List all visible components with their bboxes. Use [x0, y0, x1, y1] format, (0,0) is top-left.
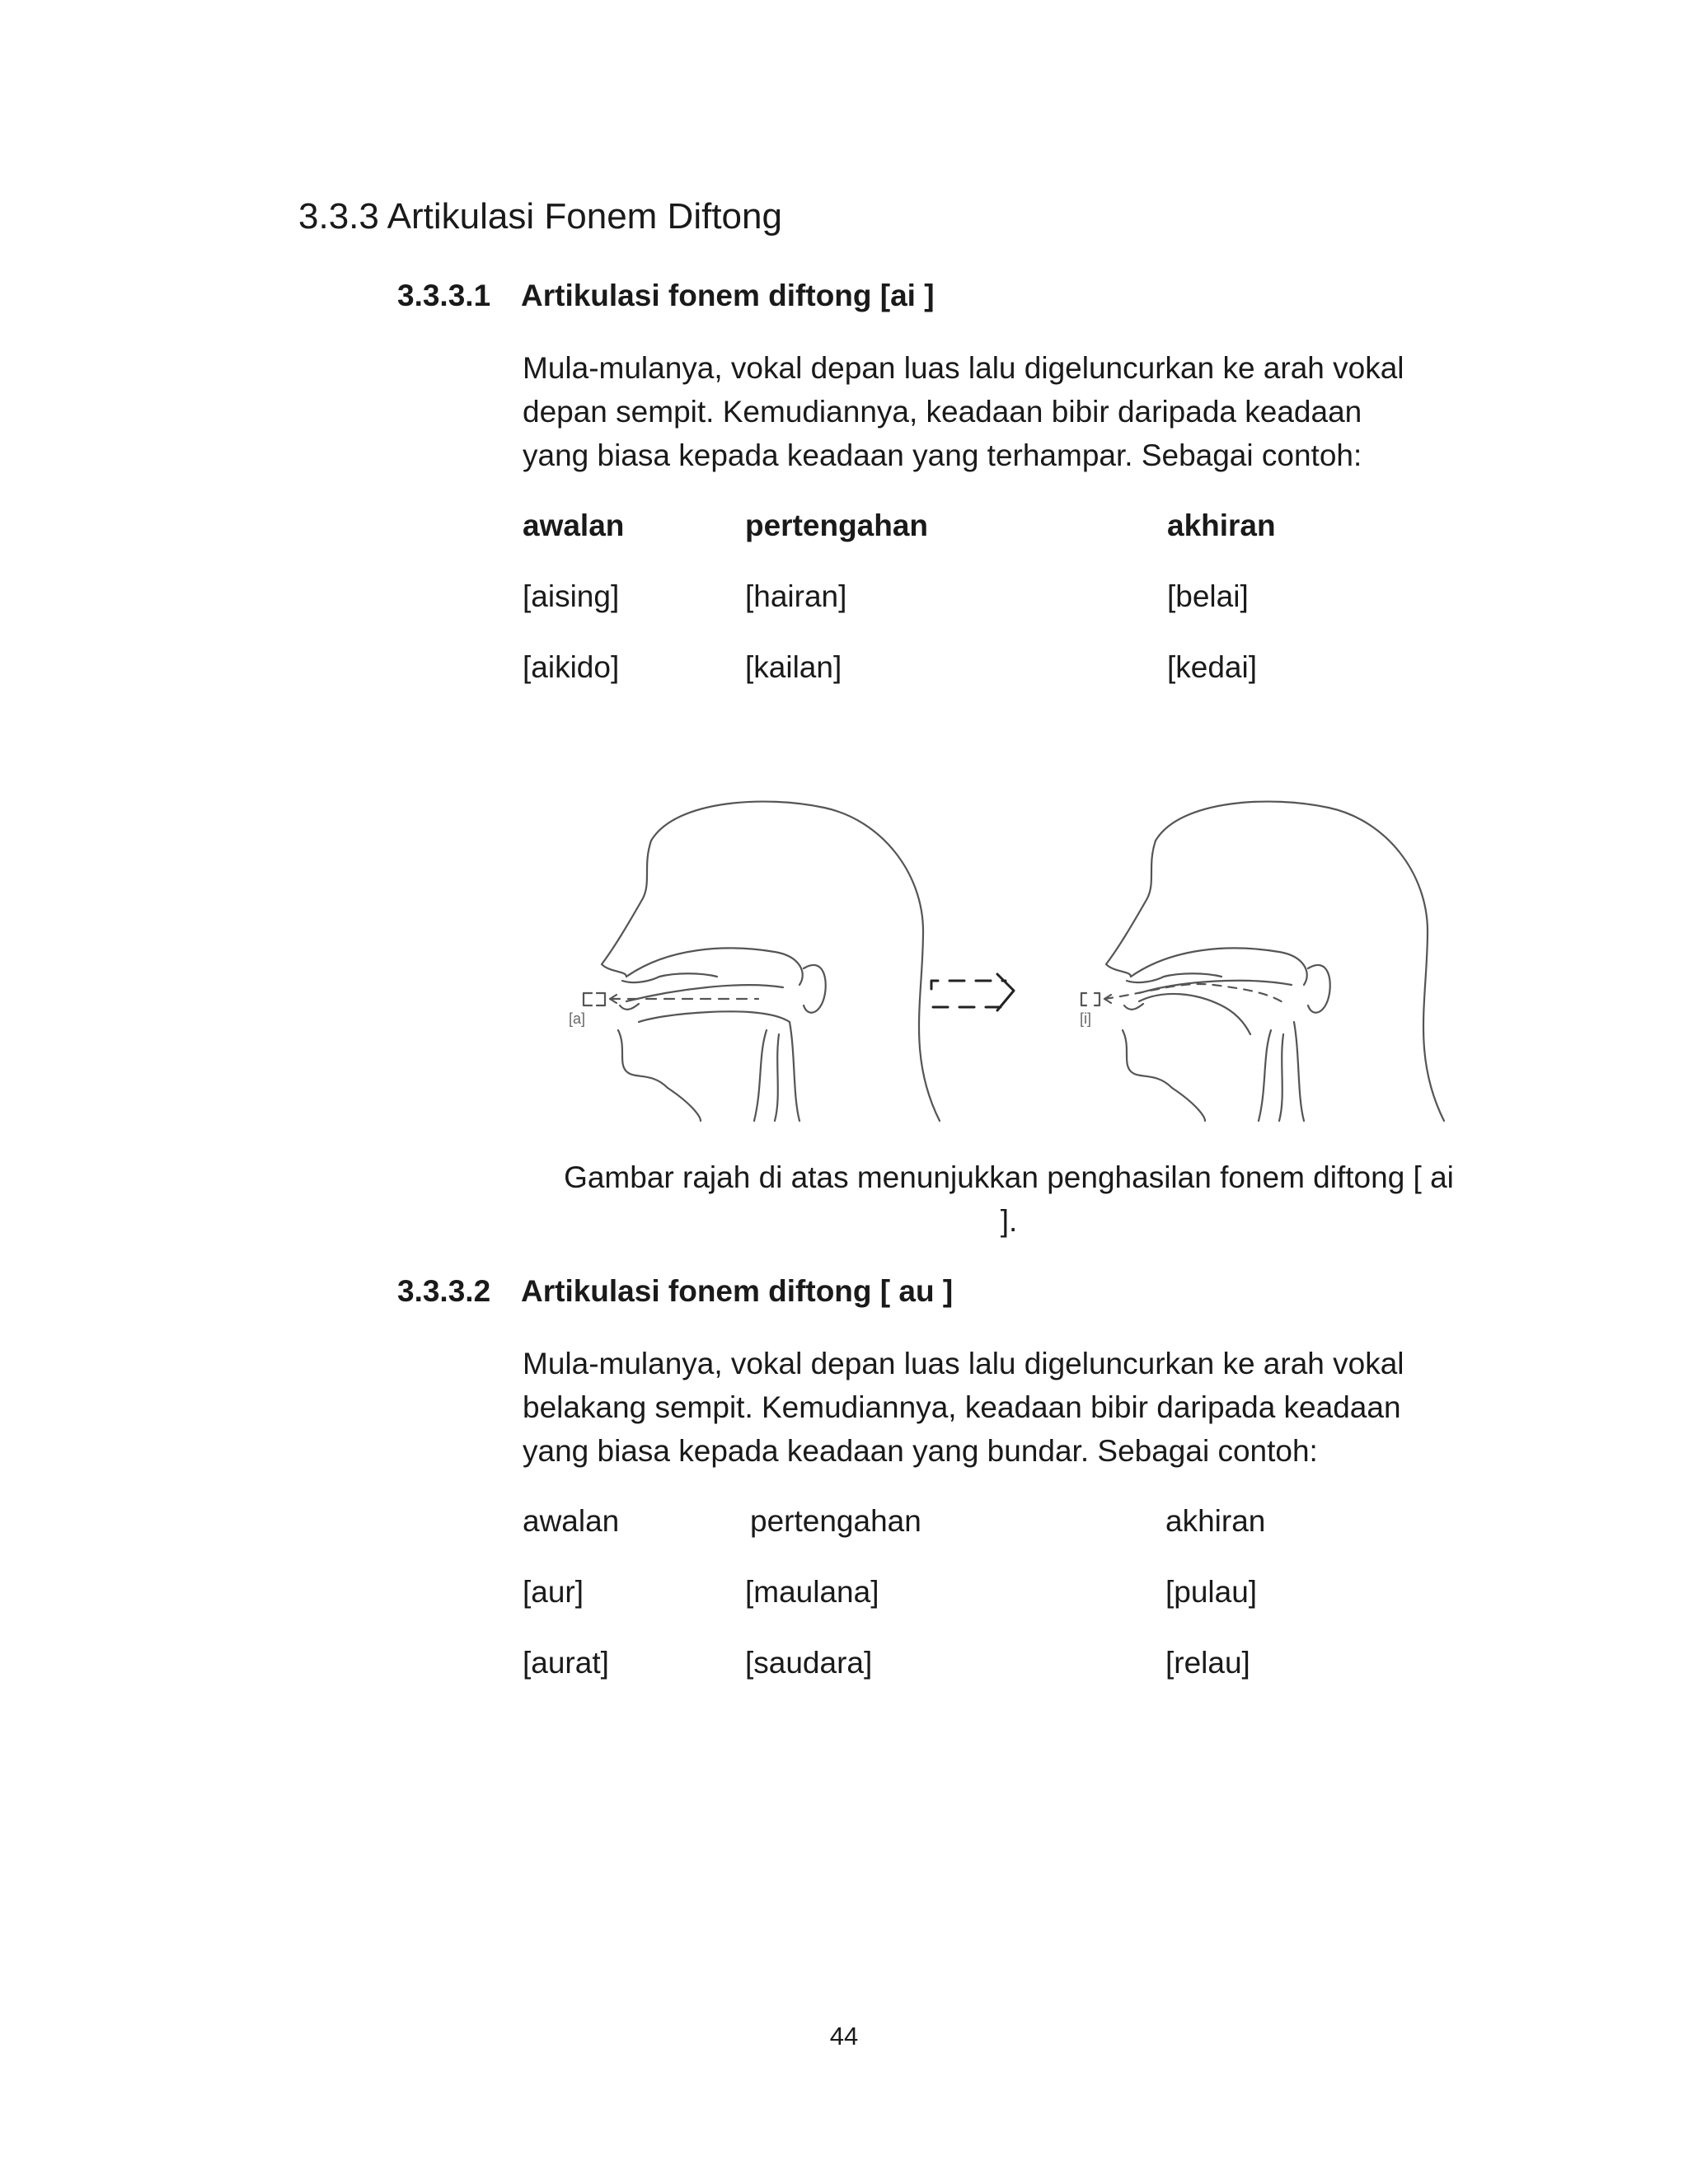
paragraph-2	[523, 1342, 1512, 1473]
header-akhiran: akhiran	[1167, 509, 1276, 542]
paragraph-line: belakang sempit. Kemudiannya, keadaan bibir daripada keadaan	[523, 1390, 1401, 1424]
subsection-heading-2	[397, 1274, 953, 1309]
header-pertengahan: pertengahan	[750, 1504, 921, 1538]
subsection-title-1: Artikulasi fonem diftong [ai ]	[521, 279, 935, 312]
section-title: 3.3.3 Artikulasi Fonem Diftong	[298, 196, 782, 237]
paragraph-line: Mula-mulanya, vokal depan luas lalu digeluncurkan ke arah vokal	[523, 1347, 1404, 1380]
table-cell: [maulana]	[745, 1575, 879, 1609]
table-cell: [aurat]	[523, 1646, 609, 1680]
table-cell: [belai]	[1167, 579, 1249, 613]
table-cell: [kedai]	[1167, 650, 1258, 684]
articulation-diagram	[569, 783, 1451, 1129]
head-diagram-left	[584, 802, 940, 1121]
subsection-number-1: 3.3.3.1	[397, 279, 491, 312]
header-pertengahan: pertengahan	[745, 509, 929, 542]
head-diagram-right	[1081, 802, 1444, 1121]
paragraph-1	[523, 346, 1512, 477]
table-cell: [hairan]	[745, 579, 847, 613]
paragraph-line: depan sempit. Kemudiannya, keadaan bibir daripada keadaan	[523, 395, 1362, 429]
figure-label-right: [i]	[1080, 1010, 1092, 1027]
table-cell: [saudara]	[745, 1646, 873, 1680]
paragraph-line: yang biasa kepada keadaan yang bundar. Sebagai contoh:	[523, 1434, 1318, 1468]
figure-caption	[523, 1155, 1495, 1243]
table-cell: [aur]	[523, 1575, 584, 1609]
transition-arrow-icon	[931, 974, 1014, 1010]
subsection-number-2: 3.3.3.2	[397, 1274, 491, 1308]
table-cell: [pulau]	[1165, 1575, 1258, 1609]
subsection-title-2: Artikulasi fonem diftong [ au ]	[521, 1274, 954, 1308]
header-awalan: awalan	[523, 1504, 620, 1538]
table-cell: [aising]	[523, 579, 620, 613]
subsection-heading-1	[397, 279, 935, 313]
caption-line: Gambar rajah di atas menunjukkan penghasilan fonem diftong [ ai	[564, 1160, 1454, 1194]
page-number: 44	[829, 2022, 859, 2050]
figure-label-left: [a]	[569, 1010, 586, 1027]
paragraph-line: Mula-mulanya, vokal depan luas lalu digeluncurkan ke arah vokal	[523, 351, 1404, 385]
caption-line: ].	[1000, 1204, 1018, 1238]
table-cell: [kailan]	[745, 650, 842, 684]
table-cell: [aikido]	[523, 650, 620, 684]
table-cell: [relau]	[1165, 1646, 1250, 1680]
header-akhiran: akhiran	[1165, 1504, 1266, 1538]
header-awalan: awalan	[523, 509, 625, 542]
paragraph-line: yang biasa kepada keadaan yang terhampar. Sebagai contoh:	[523, 438, 1362, 472]
